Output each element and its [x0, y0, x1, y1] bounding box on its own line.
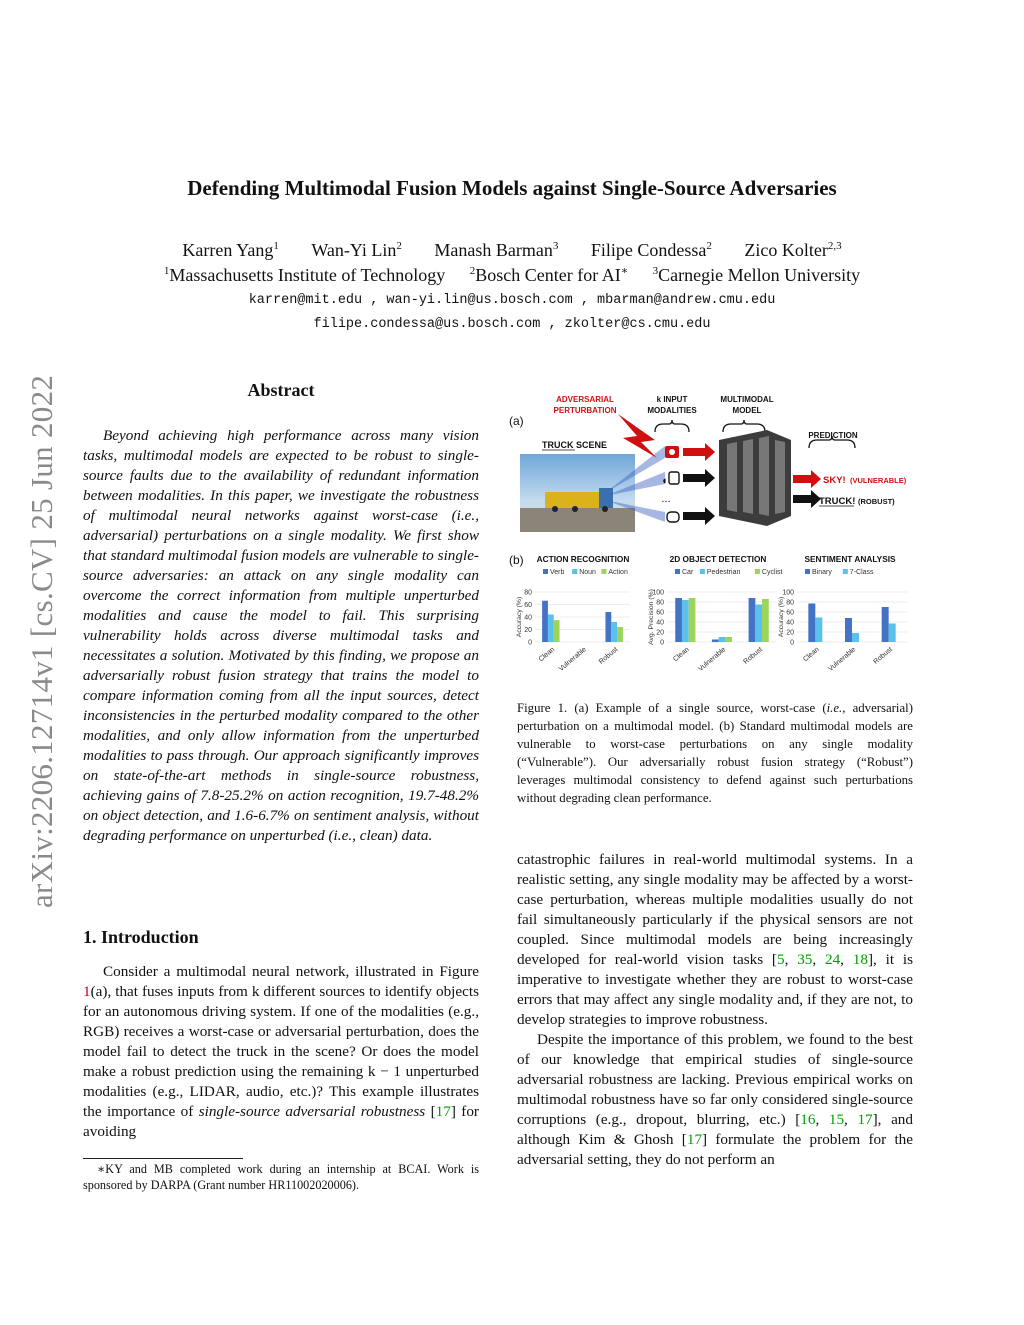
y-tick-label: 0 — [660, 639, 664, 647]
x-tick-label: Clean — [802, 646, 821, 664]
y-tick-label: 40 — [786, 619, 794, 627]
bar-cyclist-robust — [762, 599, 769, 642]
citation-link[interactable]: 15 — [828, 1111, 845, 1128]
legend-label: Action — [608, 569, 628, 576]
x-tick-label: Robust — [742, 646, 764, 666]
bar-binary-vulnerable — [845, 618, 852, 642]
bar-verb-robust — [605, 612, 611, 642]
legend-label: Cyclist — [761, 569, 783, 576]
author: Zico Kolter$^{2,3}$ — [744, 240, 842, 260]
adv-label-line2: PERTURBATION — [553, 406, 617, 415]
author: Filipe Condessa$^2$ — [590, 240, 712, 260]
legend-swatch — [805, 569, 810, 574]
citation-link[interactable]: 5 — [776, 951, 785, 968]
arrow-audio — [683, 507, 715, 525]
bar-noun-clean — [548, 615, 554, 643]
email-line-1: karren@mit.edu , wan-yi.lin@us.bosch.com , mbarman@andrew.cmu.edu — [248, 293, 776, 308]
y-tick-label: 60 — [786, 609, 794, 617]
bar-7-class-vulnerable — [852, 633, 859, 642]
bar-7-class-clean — [815, 618, 822, 643]
y-tick-label: 100 — [782, 589, 794, 597]
lightning-bolt-icon — [618, 414, 657, 458]
section-heading-introduction: 1. Introduction — [83, 927, 199, 947]
chart-title: SENTIMENT ANALYSIS — [804, 554, 896, 564]
camera-lens — [669, 449, 675, 455]
y-tick-label: 0 — [528, 639, 532, 647]
mm-label-line2: MODEL — [732, 406, 762, 415]
arrow-sky — [793, 470, 821, 488]
author-list — [0, 240, 1024, 261]
paragraph: catastrophic failures in real-world multimodal systems. In a realistic setting, any single modality may be affected by a worst-case perturbation, whereas multiple modalities usually do not fail simultaneously particularly if the physical sensors are not coupled. Since multimodal models are being increasingly developed for real-world vision tasks [5, 35, 24, 18], it is imperative to investigate whether they are robust to worst-case errors that may affect any single modality and, if they are not, to develop strategies to improve robustness. — [517, 851, 914, 1028]
y-axis-label: Avg. Precision (%) — [648, 589, 655, 645]
y-axis-label: Accuracy (%) — [778, 596, 785, 638]
bar-binary-robust — [882, 607, 889, 642]
paragraph: Despite the importance of this problem, we found to the best of our knowledge that empirical studies of single-source adversarial robustness are lacking. Previous empirical works on multimodal robustness have so far only considered single-source corruptions (e.g., dropout, blurring, etc.) [16, 15, 17], and although Kim & Ghosh [17] formulate the problem for the adversarial setting, they do not perform an — [517, 1031, 913, 1168]
author: Karren Yang$^1$ — [182, 240, 279, 260]
paper-title: Defending Multimodal Fusion Models against Single-Source Adversaries — [187, 176, 837, 200]
affiliation: $^2$Bosch Center for AI∗ — [469, 265, 629, 285]
introduction-text: Consider a multimodal neural network, illustrated in Figure 1(a), that fuses inputs from k different sources to identify objects for an autonomous driving system. If one of the modalities (e.g., RGB) receives a worst-case or adversarial perturbation, does the model fail to detect the truck in the scene? Or does the model make a robust prediction using the remaining k − 1 unperturbed modalities (e.g., LIDAR, audio, etc.)? This example illustrates the importance of single-source adversarial robustness [17] for avoiding — [83, 963, 479, 1140]
y-tick-label: 40 — [524, 614, 532, 622]
citation-link[interactable]: 17 — [435, 1103, 451, 1120]
bar-pedestrian-robust — [755, 605, 762, 643]
legend-label: Binary — [812, 569, 832, 576]
legend-swatch — [572, 569, 577, 574]
x-tick-label: Clean — [537, 646, 557, 664]
bar-car-robust — [749, 598, 756, 642]
legend-label: Pedestrian — [706, 569, 741, 576]
bar-action-clean — [554, 620, 560, 642]
legend-label: Verb — [550, 569, 565, 576]
email-line-2: filipe.condessa@us.bosch.com , zkolter@cs.cmu.edu — [313, 317, 711, 332]
wave-icon: ◖ — [661, 475, 668, 487]
truck-cab — [599, 488, 613, 508]
bar-cyclist-vulnerable — [725, 637, 732, 642]
affiliation: $^3$Carnegie Mellon University — [652, 265, 861, 285]
abstract-text: Beyond achieving high performance across many vision tasks, multimodal models are expected to be robust to single-source faults due to the availability of redundant information between modalities. In this paper, we investigate the robustness of multimodal neural networks against worst-case (i.e., adversarial) perturbations on a single modality. We first show that standard multimodal fusion models are vulnerable to single-source adversaries: an attack on any single modality can overcome the correct information from multiple unperturbed modalities and cause the model to fail. This surprising vulnerability holds across diverse multimodal tasks and necessitates a solution. Motivated by this finding, we propose an adversarially robust fusion strategy that trains the model to compare information coming from all the input sources, detect inconsistencies in the perturbed modality compared to the other modalities, and only allow information from the unperturbed modalities to pass through. Our approach significantly improves on state-of-the-art methods in single-source robustness, achieving gains of 7.8-25.2% on action recognition, 19.7-48.2% on object detection, and 1.6-6.7% on sentiment analysis, without degrading performance on unperturbed (i.e., clean) data. — [83, 427, 479, 844]
truck-prediction: TRUCK! — [819, 496, 856, 507]
y-tick-label: 20 — [524, 627, 532, 634]
y-axis-label: Accuracy (%) — [516, 596, 523, 638]
wheel — [602, 506, 608, 512]
microphone-icon — [667, 512, 679, 522]
citation-link[interactable]: 16 — [800, 1111, 816, 1128]
x-tick-label: Vulnerable — [827, 646, 858, 673]
model-layer — [775, 440, 785, 514]
citation-link[interactable]: 18 — [852, 951, 868, 968]
sky-tag: (VULNERABLE) — [850, 476, 907, 485]
bar-pedestrian-vulnerable — [719, 637, 726, 642]
legend-swatch — [543, 569, 548, 574]
bar-car-vulnerable — [712, 640, 719, 643]
k-label-line1: k INPUT — [656, 395, 688, 404]
bar-car-clean — [675, 598, 682, 642]
citation-link[interactable]: 35 — [797, 951, 813, 968]
figure-1 — [505, 388, 925, 688]
y-tick-label: 40 — [656, 619, 664, 627]
author: Wan-Yi Lin$^2$ — [311, 240, 402, 260]
truck-trailer — [545, 492, 605, 508]
arrow-lidar — [683, 469, 715, 487]
bar-pedestrian-clean — [682, 600, 689, 642]
legend-label: Noun — [579, 569, 596, 576]
panel-b-label: (b) — [509, 553, 524, 567]
k-label-line2: MODALITIES — [647, 406, 697, 415]
figure-caption: Figure 1. (a) Example of a single source, worst-case (i.e., adversarial) perturbation on a multimodal model. (b) Standard multimodal models are vulnerable to worst-case perturbations on any single modality (“Vulnerable”). Our adversarially robust fusion strategy (“Robust”) leverages multimodal consistency to defend against such perturbations without degrading clean performance. — [517, 701, 913, 805]
legend-swatch — [755, 569, 760, 574]
chart-title: ACTION RECOGNITION — [536, 554, 630, 564]
y-tick-label: 20 — [786, 629, 794, 637]
x-tick-label: Vulnerable — [697, 646, 728, 673]
footnote-rule — [83, 1158, 243, 1159]
bar-noun-robust — [611, 622, 617, 642]
y-tick-label: 20 — [656, 629, 664, 637]
bar-action-robust — [617, 627, 623, 642]
x-tick-label: Clean — [672, 646, 691, 664]
citation-link[interactable]: 17 — [857, 1111, 873, 1128]
ellipsis: ... — [661, 493, 671, 505]
wheel — [572, 506, 578, 512]
x-tick-label: Robust — [597, 646, 620, 666]
model-layer — [743, 439, 753, 514]
y-tick-label: 0 — [790, 639, 794, 647]
truck-scene-label: TRUCK SCENE — [542, 440, 608, 450]
panel-a-label: (a) — [509, 414, 524, 428]
x-tick-label: Robust — [872, 646, 894, 666]
chart-title: 2D OBJECT DETECTION — [669, 554, 767, 564]
prediction-label: PREDICTION — [808, 431, 858, 440]
adv-label-line1: ADVERSARIAL — [556, 395, 614, 404]
footnote: ∗KY and MB completed work during an internship at BCAI. Work is sponsored by DARPA (Grant number HR11002020006). — [83, 1162, 479, 1192]
y-tick-label: 80 — [524, 589, 532, 597]
bar-cyclist-clean — [689, 598, 696, 642]
charts-group — [516, 554, 907, 673]
abstract-heading: Abstract — [247, 380, 315, 400]
right-column-text — [517, 850, 913, 1170]
affiliation: $^1$Massachusetts Institute of Technology — [163, 265, 446, 285]
road — [520, 508, 635, 532]
model-layer — [727, 442, 737, 512]
affiliation-list — [0, 264, 1024, 286]
citation-link[interactable]: 17 — [686, 1131, 703, 1148]
mm-label-line1: MULTIMODAL — [720, 395, 774, 404]
model-brace — [723, 420, 765, 432]
x-tick-label: Vulnerable — [557, 646, 588, 673]
y-tick-label: 80 — [786, 599, 794, 607]
bar-binary-clean — [808, 604, 815, 643]
y-tick-label: 60 — [524, 602, 532, 609]
model-layer — [759, 436, 769, 516]
y-tick-label: 80 — [656, 599, 664, 607]
legend-label: 7-Class — [849, 569, 874, 576]
citation-link[interactable]: 24 — [824, 951, 841, 968]
k-brace — [655, 420, 689, 432]
wheel — [552, 506, 558, 512]
author: Manash Barman$^3$ — [434, 240, 559, 260]
legend-label: Car — [682, 569, 694, 576]
legend-swatch — [843, 569, 848, 574]
bar-verb-clean — [542, 601, 548, 642]
figure-ref-link[interactable]: 1 — [83, 983, 91, 1000]
arxiv-stamp: arXiv:2206.12714v1 [cs.CV] 25 Jun 2022 — [24, 374, 59, 908]
lidar-icon — [669, 472, 679, 484]
legend-swatch — [700, 569, 705, 574]
arrow-rgb — [683, 443, 715, 461]
y-tick-label: 60 — [656, 609, 664, 617]
arrow-truck — [793, 490, 821, 508]
legend-swatch — [601, 569, 606, 574]
y-tick-label: 100 — [652, 589, 664, 597]
truck-tag: (ROBUST) — [858, 497, 895, 506]
sky-prediction: SKY! — [823, 475, 846, 486]
legend-swatch — [675, 569, 680, 574]
bar-7-class-robust — [889, 624, 896, 643]
